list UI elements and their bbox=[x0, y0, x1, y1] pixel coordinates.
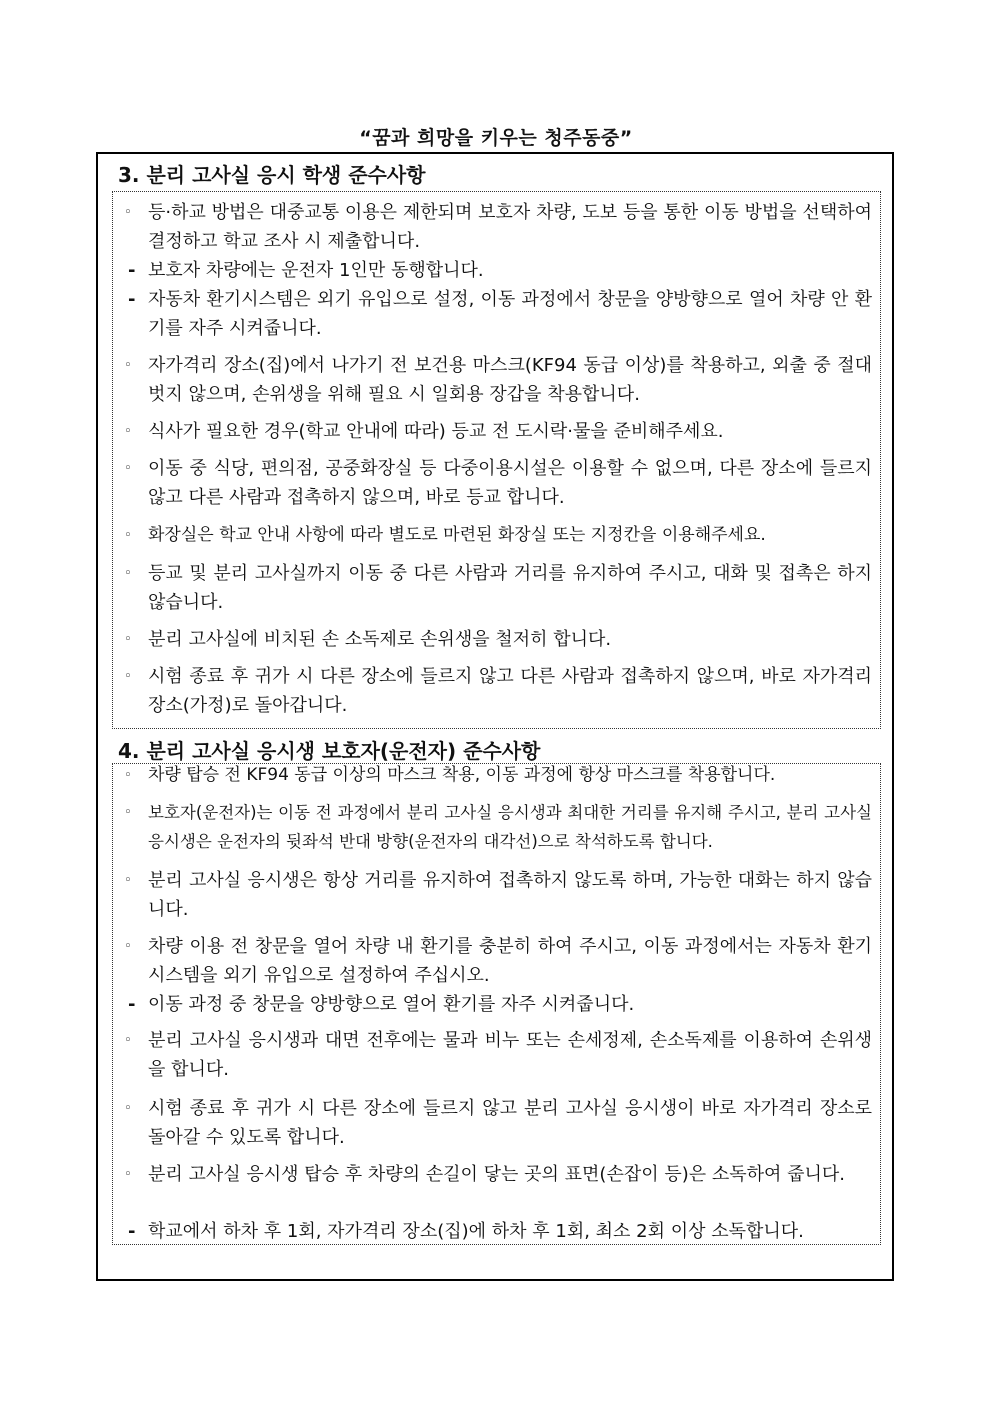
list-item bbox=[120, 1217, 872, 1246]
dash-marker: - bbox=[128, 994, 136, 1015]
list-item bbox=[120, 798, 872, 856]
bullet-marker: ◦ bbox=[124, 768, 132, 783]
item-text: 분리 고사실에 비치된 손 소독제로 손위생을 철저히 합니다. bbox=[148, 629, 612, 650]
section3-title: 3. 분리 고사실 응시 학생 준수사항 bbox=[118, 163, 426, 187]
dash-marker: - bbox=[128, 260, 136, 281]
item-text: 자동차 환기시스템은 외기 유입으로 설정, 이동 과정에서 창문을 양방향으로 열어 차량 안 환기를 자주 시켜줍니다. bbox=[148, 289, 872, 339]
bullet-marker: ◦ bbox=[124, 205, 132, 220]
bullet-marker: ◦ bbox=[124, 358, 132, 373]
bullet-marker: ◦ bbox=[124, 632, 132, 647]
item-text: 시험 종료 후 귀가 시 다른 장소에 들르지 않고 다른 사람과 접촉하지 않으며, 바로 자가격리 장소(가정)로 돌아갑니다. bbox=[148, 666, 872, 716]
list-item bbox=[120, 454, 872, 512]
item-text: 이동 과정 중 창문을 양방향으로 열어 환기를 자주 시켜줍니다. bbox=[148, 994, 635, 1015]
list-item bbox=[120, 1094, 872, 1152]
bullet-marker: ◦ bbox=[124, 1033, 132, 1048]
bullet-marker: ◦ bbox=[124, 566, 132, 581]
item-text: 이동 중 식당, 편의점, 공중화장실 등 다중이용시설은 이용할 수 없으며, 다른 장소에 들르지 않고 다른 사람과 접촉하지 않으며, 바로 등교 합니다. bbox=[148, 458, 872, 508]
bullet-marker: ◦ bbox=[124, 461, 132, 476]
bullet-marker: ◦ bbox=[124, 1101, 132, 1116]
list-item bbox=[120, 932, 872, 990]
item-text: 분리 고사실 응시생과 대면 전후에는 물과 비누 또는 손세정제, 손소독제를 이용하여 손위생을 합니다. bbox=[148, 1030, 872, 1080]
bullet-marker: ◦ bbox=[124, 424, 132, 439]
list-item bbox=[120, 351, 872, 409]
item-text: 학교에서 하차 후 1회, 자가격리 장소(집)에 하차 후 1회, 최소 2회 이상 소독합니다. bbox=[148, 1221, 804, 1242]
list-item bbox=[120, 990, 872, 1019]
list-item bbox=[120, 625, 872, 654]
dash-marker: - bbox=[128, 289, 136, 310]
bullet-marker: ◦ bbox=[124, 1167, 132, 1182]
list-item bbox=[120, 521, 872, 550]
item-text: 등·하교 방법은 대중교통 이용은 제한되며 보호자 차량, 도보 등을 통한 이동 방법을 선택하여 결정하고 학교 조사 시 제출합니다. bbox=[148, 202, 872, 252]
item-text: 보호자(운전자)는 이동 전 과정에서 분리 고사실 응시생과 최대한 거리를 유지해 주시고, 분리 고사실 응시생은 운전자의 뒷좌석 반대 방향(운전자의 대각선)으로 착석하도록 합니다. bbox=[148, 803, 872, 851]
section4-title: 4. 분리 고사실 응시생 보호자(운전자) 준수사항 bbox=[118, 739, 541, 763]
item-text: 화장실은 학교 안내 사항에 따라 별도로 마련된 화장실 또는 지정칸을 이용해주세요. bbox=[148, 525, 766, 545]
list-item bbox=[120, 285, 872, 343]
bullet-marker: ◦ bbox=[124, 805, 132, 820]
bullet-marker: ◦ bbox=[124, 669, 132, 684]
list-item bbox=[120, 256, 872, 285]
item-text: 분리 고사실 응시생 탑승 후 차량의 손길이 닿는 곳의 표면(손잡이 등)은 소독하여 줍니다. bbox=[148, 1164, 846, 1185]
list-item bbox=[120, 1026, 872, 1084]
school-motto: “꿈과 희망을 키우는 청주동중” bbox=[359, 127, 633, 149]
item-text: 시험 종료 후 귀가 시 다른 장소에 들르지 않고 분리 고사실 응시생이 바로 자가격리 장소로 돌아갈 수 있도록 합니다. bbox=[148, 1098, 872, 1148]
list-item bbox=[120, 866, 872, 924]
list-item bbox=[120, 662, 872, 720]
bullet-marker: ◦ bbox=[124, 939, 132, 954]
list-item bbox=[120, 198, 872, 256]
list-item bbox=[120, 559, 872, 617]
item-text: 차량 이용 전 창문을 열어 차량 내 환기를 충분히 하여 주시고, 이동 과정에서는 자동차 환기시스템을 외기 유입으로 설정하여 주십시오. bbox=[148, 936, 872, 986]
bullet-marker: ◦ bbox=[124, 873, 132, 888]
list-item bbox=[120, 1160, 872, 1189]
list-item bbox=[120, 761, 872, 790]
dash-marker: - bbox=[128, 1221, 136, 1242]
item-text: 자가격리 장소(집)에서 나가기 전 보건용 마스크(KF94 동급 이상)를 착용하고, 외출 중 절대 벗지 않으며, 손위생을 위해 필요 시 일회용 장갑을 착용합니다. bbox=[148, 355, 872, 405]
bullet-marker: ◦ bbox=[124, 528, 132, 543]
item-text: 차량 탑승 전 KF94 동급 이상의 마스크 착용, 이동 과정에 항상 마스크를 착용합니다. bbox=[148, 765, 776, 785]
list-item bbox=[120, 417, 872, 446]
item-text: 등교 및 분리 고사실까지 이동 중 다른 사람과 거리를 유지하여 주시고, 대화 및 접촉은 하지 않습니다. bbox=[148, 563, 872, 613]
item-text: 분리 고사실 응시생은 항상 거리를 유지하여 접촉하지 않도록 하며, 가능한 대화는 하지 않습니다. bbox=[148, 870, 872, 920]
item-text: 식사가 필요한 경우(학교 안내에 따라) 등교 전 도시락·물을 준비해주세요. bbox=[148, 421, 724, 442]
item-text: 보호자 차량에는 운전자 1인만 동행합니다. bbox=[148, 260, 484, 281]
